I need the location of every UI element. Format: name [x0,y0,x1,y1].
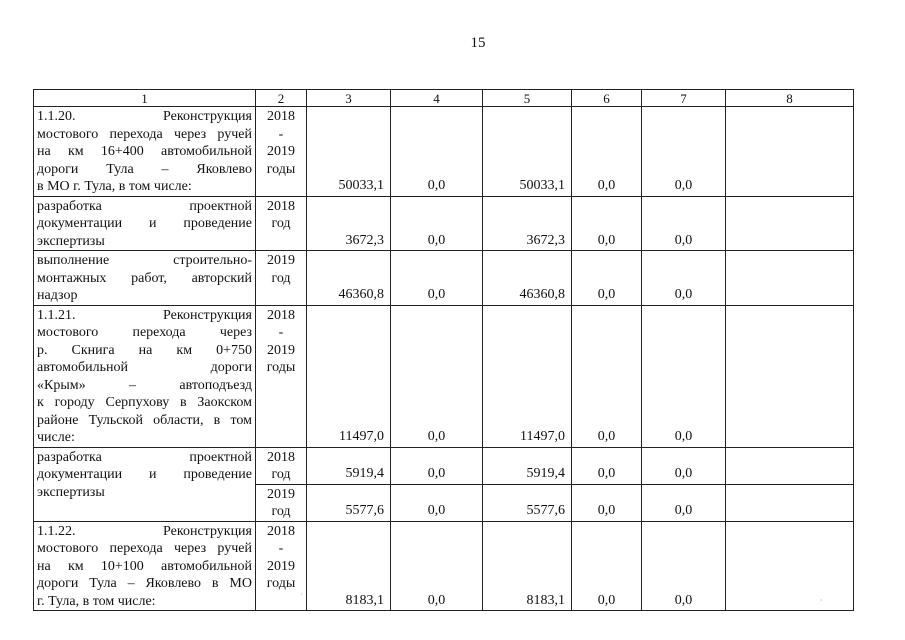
description-line: экспертизы [37,484,105,500]
header-row [34,90,854,107]
header-cell: 1 [34,90,256,107]
description-line: 1.1.20. Реконструкция [37,109,252,124]
description-cell [34,107,256,197]
value-cell-col7: 0,0 [642,305,726,447]
scan-speck: · [820,596,823,605]
value-cell-col3: 3672,3 [307,196,391,251]
value-cell-col4: 0,0 [391,251,483,306]
value-cell-col6: 0,0 [572,521,642,611]
description-cell [34,251,256,306]
value-cell-col8 [726,196,854,251]
value-cell-col6: 0,0 [572,305,642,447]
value-cell-col5: 50033,1 [483,107,572,197]
description-line: автомобильной дороги [37,360,252,375]
period-text: 2019 год [267,486,295,519]
value-cell-col4: 0,0 [391,447,483,484]
value-cell-col3: 5577,6 [307,484,391,521]
description-line: на км 10+100 автомобильной [37,558,252,574]
description-line: разработка проектной [37,449,252,465]
value-cell-col4: 0,0 [391,305,483,447]
value-cell-col4: 0,0 [391,196,483,251]
period-text: 2018 - 2019 годы [266,307,296,375]
value-cell-col6: 0,0 [572,107,642,197]
description-line: дороги Тула – Яковлево [37,161,252,177]
value-cell-col5: 46360,8 [483,251,572,306]
value-cell-col5: 8183,1 [483,521,572,611]
header-cell: 3 [307,90,391,107]
value-cell-col3: 8183,1 [307,521,391,611]
description-line: к городу Серпухову в Заокском [37,395,252,410]
value-cell-col8 [726,521,854,611]
value-cell-col7: 0,0 [642,196,726,251]
header-cell: 7 [642,90,726,107]
page-number: 15 [470,35,486,51]
description-line: разработка проектной [37,198,252,214]
scan-speck: · [300,590,303,599]
description-line: р. Скнига на км 0+750 [37,342,252,358]
description-line: мостового перехода через ручей [37,126,252,142]
period-text: 2018 год [267,198,295,231]
description-line: 1.1.21. Реконструкция [37,307,252,323]
description-line: 1.1.22. Реконструкция [37,523,252,539]
data-table [33,89,854,611]
description-line: дороги Тула – Яковлево в МО [37,576,252,591]
period-text: 2018 год [267,449,295,482]
value-cell-col8 [726,484,854,521]
value-cell-col7: 0,0 [642,484,726,521]
description-line: в МО г. Тула, в том числе: [37,179,192,194]
table-row [34,107,854,197]
value-cell-col8 [726,305,854,447]
value-cell-col6: 0,0 [572,196,642,251]
period-cell [256,251,307,306]
value-cell-col4: 0,0 [391,521,483,611]
description-line: «Крым» – автоподъезд [37,377,252,393]
description-line: мостового перехода через ручей [37,541,252,556]
description-line: числе: [37,430,75,445]
value-cell-col4: 0,0 [391,484,483,521]
value-cell-col6: 0,0 [572,251,642,306]
value-cell-col7: 0,0 [642,107,726,197]
value-cell-col5: 5577,6 [483,484,572,521]
description-cell [34,305,256,447]
period-text: 2018 - 2019 годы [266,523,296,591]
period-cell [256,196,307,251]
value-cell-col3: 50033,1 [307,107,391,197]
value-cell-col3: 5919,4 [307,447,391,484]
table-row [34,521,854,611]
description-cell [34,447,256,521]
description-line: документации и проведение [37,216,252,231]
header-cell: 6 [572,90,642,107]
description-line: на км 16+400 автомобильной [37,144,252,159]
period-text: 2018 - 2019 годы [266,109,296,177]
header-cell: 2 [256,90,307,107]
description-line: выполнение строительно- [37,253,252,268]
period-cell [256,521,307,611]
description-line: мостового перехода через [37,325,252,340]
value-cell-col3: 11497,0 [307,305,391,447]
period-cell [256,447,307,484]
value-cell-col7: 0,0 [642,447,726,484]
table-row [34,447,854,484]
description-line: монтажных работ, авторский [37,270,252,286]
value-cell-col5: 11497,0 [483,305,572,447]
description-cell [34,521,256,611]
value-cell-col3: 46360,8 [307,251,391,306]
period-cell [256,305,307,447]
description-cell [34,196,256,251]
description-line: районе Тульской области, в том [37,412,252,428]
table-row [34,196,854,251]
value-cell-col8 [726,447,854,484]
value-cell-col6: 0,0 [572,447,642,484]
description-line: экспертизы [37,233,105,249]
value-cell-col7: 0,0 [642,521,726,611]
period-text: 2019 год [267,253,295,286]
table-row [34,251,854,306]
header-cell: 8 [726,90,854,107]
period-cell [256,484,307,521]
description-line: г. Тула, в том числе: [37,593,156,609]
value-cell-col5: 3672,3 [483,196,572,251]
value-cell-col7: 0,0 [642,251,726,306]
value-cell-col5: 5919,4 [483,447,572,484]
value-cell-col8 [726,251,854,306]
value-cell-col4: 0,0 [391,107,483,197]
table-row [34,305,854,447]
description-line: надзор [37,288,78,303]
period-cell [256,107,307,197]
value-cell-col6: 0,0 [572,484,642,521]
description-line: документации и проведение [37,467,252,482]
header-cell: 5 [483,90,572,107]
header-cell: 4 [391,90,483,107]
value-cell-col8 [726,107,854,197]
